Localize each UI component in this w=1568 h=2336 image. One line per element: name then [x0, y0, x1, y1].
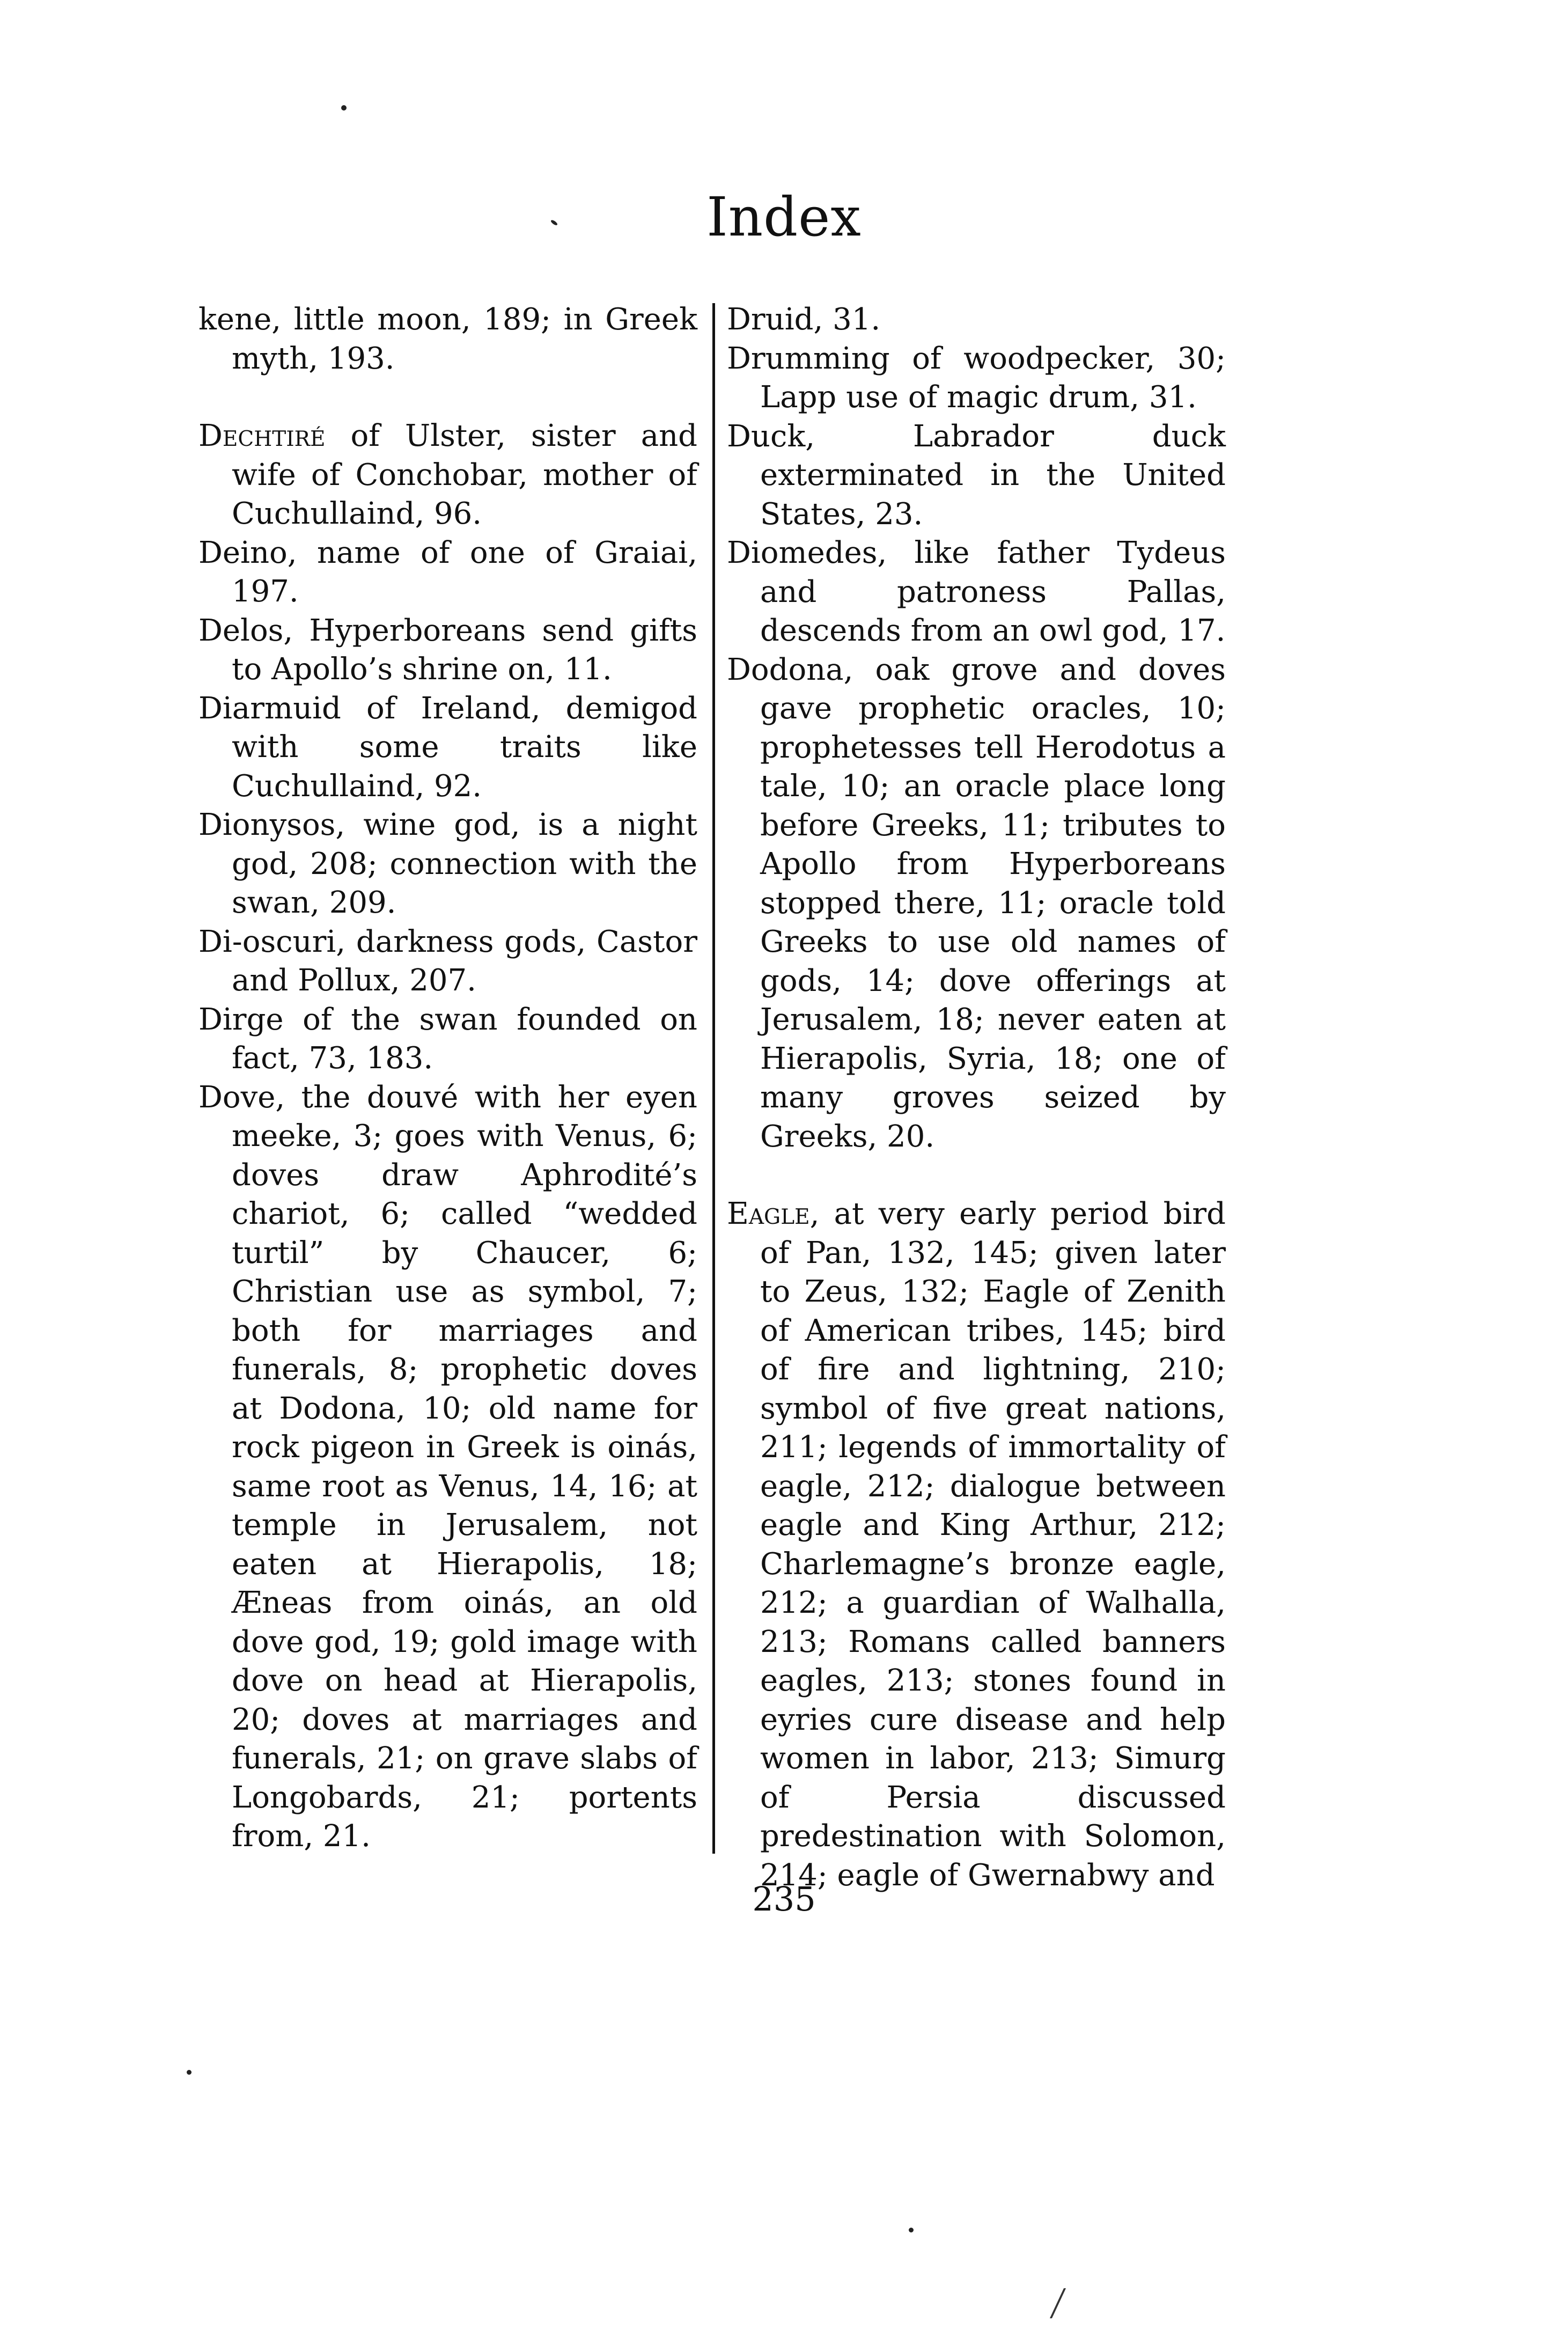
index-entry-dechtire [198, 417, 697, 534]
index-entry-druid: Druid, 31. [727, 302, 881, 337]
column-divider [712, 303, 715, 1854]
scan-mark [1050, 2288, 1084, 2318]
index-entry-dirge: Dirge of the swan founded on fact, 73, 183. [198, 1002, 697, 1076]
page-title: Index [706, 186, 862, 248]
left-column [198, 300, 697, 1856]
entry-head: Eagle [727, 1196, 810, 1231]
entry-head: Dechtiré [198, 418, 326, 453]
scan-speck [187, 2070, 192, 2075]
index-entry-duck: Duck, Labrador duck exterminated in the United States, 23. [727, 418, 1226, 532]
entry-gap [198, 378, 697, 417]
index-entry-deino: Deino, name of one of Graiai, 197. [198, 535, 697, 609]
right-column [727, 300, 1226, 1895]
index-entry-kene: kene, little moon, 189; in Greek myth, 193. [198, 302, 697, 376]
index-entry-diarmuid: Diarmuid of Ireland, demigod with some traits like Cuchullaind, 92. [198, 690, 697, 804]
index-entry-eagle [727, 1195, 1226, 1895]
scan-speck [341, 105, 347, 111]
entry-text: , at very early period bird of Pan, 132, 145; given later to Zeus, 132; Eagle of Zenith of American tribes, 145; bird of fire and lightning, 210; symbol of five great nations, 211; legends of immortality of eagle, 212; dialogue between eagle and King Arthur, 212; Charlemagne’s bronze eagle, 212; a guardian of Walhalla, 213; Romans called banners eagles, 213; stones found in eyries cure disease and help women in labor, 213; Simurg of Persia discussed predestination with Solomon, 214; eagle of Gwernabwy and [760, 1196, 1226, 1893]
index-entry-diomedes: Diomedes, like father Tydeus and patroness Pallas, descends from an owl god, 17. [727, 535, 1226, 648]
scan-speck [909, 2228, 914, 2232]
index-entry-drumming: Drumming of woodpecker, 30; Lapp use of magic drum, 31. [727, 341, 1226, 415]
index-entry-dionysos: Dionysos, wine god, is a night god, 208; connection with the swan, 209. [198, 807, 697, 920]
index-entry-dove: Dove, the douvé with her eyen meeke, 3; goes with Venus, 6; doves draw Aphrodité’s chariot, 6; called “wedded turtil” by Chaucer, 6; Christian use as symbol, 7; both for marriages and funerals, 8; prophetic doves at Dodona, 10; old name for rock pigeon in Greek is oinás, same root as Venus, 14, 16; at temple in Jerusalem, not eaten at Hierapolis, 18; Æneas from oinás, an old dove god, 19; gold image with dove on head at Hierapolis, 20; doves at marriages and funerals, 21; on grave slabs of Longobards, 21; portents from, 21. [198, 1079, 697, 1854]
entry-text: of Ulster, sister and wife of Conchobar, mother of Cuchullaind, 96. [232, 418, 697, 531]
index-entry-dioscuri: Di-oscuri, darkness gods, Castor and Pollux, 207. [198, 924, 697, 998]
index-entry-dodona: Dodona, oak grove and doves gave prophetic oracles, 10; prophetesses tell Herodotus a tale, 10; an oracle place long before Greeks, 11; tributes to Apollo from Hyperboreans stopped there, 11; oracle told Greeks to use old names of gods, 14; dove offerings at Jerusalem, 18; never eaten at Hierapolis, Syria, 18; one of many groves seized by Greeks, 20. [727, 652, 1226, 1154]
entry-gap [727, 1156, 1226, 1195]
page-number: 235 [752, 1879, 816, 1919]
index-entry-delos: Delos, Hyperboreans send gifts to Apollo’s shrine on, 11. [198, 613, 697, 687]
